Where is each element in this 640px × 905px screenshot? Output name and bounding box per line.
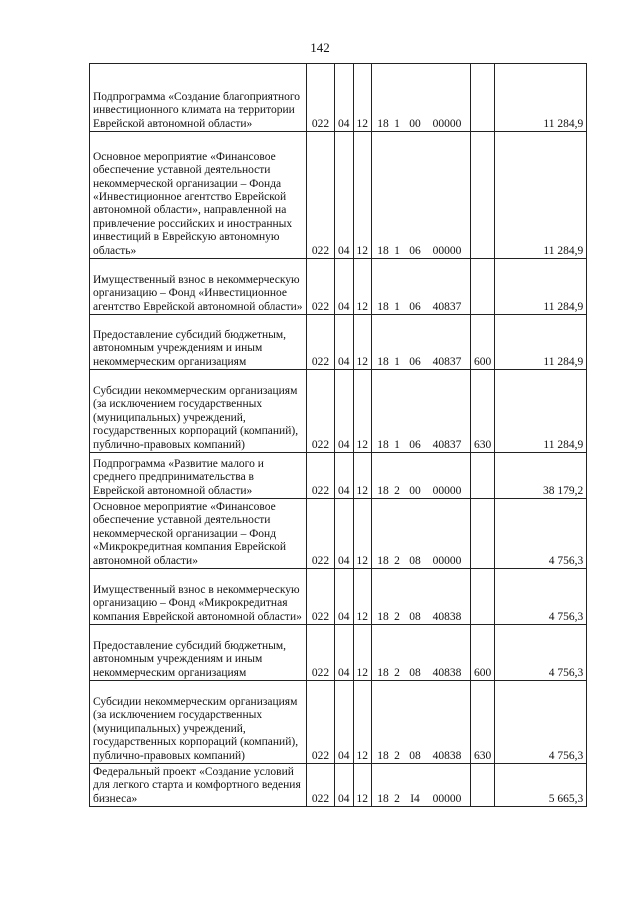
event-code: 00 (409, 484, 421, 497)
subsection-code: 12 (353, 569, 372, 625)
event-code: 06 (409, 244, 421, 257)
section-code: 04 (335, 64, 354, 132)
item-name: Подпрограмма «Развитие малого и среднего предпринимательства в Еврейской автономной области» (90, 453, 307, 499)
table-row (90, 259, 587, 315)
event-code: 06 (409, 355, 421, 368)
table-row (90, 132, 587, 259)
item-name: Федеральный проект «Создание условий для легкого старта и комфортного ведения бизнеса» (90, 764, 307, 807)
item-name: Имущественный взнос в некоммерческую организацию – Фонд «Микрокредитная компания Еврейской автономной области» (90, 569, 307, 625)
amount-value: 11 284,9 (495, 132, 587, 259)
table-row (90, 453, 587, 499)
item-name: Основное мероприятие «Финансовое обеспечение уставной деятельности некоммерческой организации – Фонд «Микрокредитная компания Еврейской автономной области» (90, 499, 307, 569)
section-code: 04 (335, 132, 354, 259)
expense-type-code (471, 453, 495, 499)
amount-value: 5 665,3 (495, 764, 587, 807)
expense-type-code: 630 (471, 370, 495, 453)
section-code: 04 (335, 453, 354, 499)
subsection-code: 12 (353, 499, 372, 569)
direction-code: 00000 (432, 244, 462, 257)
budget-table (89, 63, 587, 807)
item-name: Предоставление субсидий бюджетным, автономным учреждениям и иным некоммерческим организациям (90, 315, 307, 370)
direction-code: 40837 (432, 300, 462, 313)
program-code: 18 (377, 484, 389, 497)
direction-code: 00000 (432, 117, 462, 130)
program-code: 18 (377, 244, 389, 257)
table-row (90, 681, 587, 764)
subsection-code: 12 (353, 681, 372, 764)
event-code: 00 (409, 117, 421, 130)
section-code: 04 (335, 499, 354, 569)
section-code: 04 (335, 625, 354, 681)
item-name: Предоставление субсидий бюджетным, автономным учреждениям и иным некоммерческим организациям (90, 625, 307, 681)
subprogram-code: 2 (394, 792, 400, 805)
subsection-code: 12 (353, 625, 372, 681)
program-code: 18 (377, 438, 389, 451)
target-article-code (372, 625, 471, 681)
subsection-code: 12 (353, 259, 372, 315)
ministry-code: 022 (307, 259, 335, 315)
direction-code: 40837 (432, 438, 462, 451)
expense-type-code (471, 259, 495, 315)
section-code: 04 (335, 315, 354, 370)
event-code: 08 (409, 610, 421, 623)
ministry-code: 022 (307, 499, 335, 569)
table-row (90, 315, 587, 370)
target-article-code (372, 64, 471, 132)
ministry-code: 022 (307, 132, 335, 259)
target-article-code (372, 370, 471, 453)
subsection-code: 12 (353, 64, 372, 132)
expense-type-code: 630 (471, 681, 495, 764)
program-code: 18 (377, 554, 389, 567)
ministry-code: 022 (307, 569, 335, 625)
ministry-code: 022 (307, 370, 335, 453)
subsection-code: 12 (353, 453, 372, 499)
section-code: 04 (335, 370, 354, 453)
target-article-code (372, 764, 471, 807)
item-name: Подпрограмма «Создание благоприятного инвестиционного климата на территории Еврейской автономной области» (90, 64, 307, 132)
direction-code: 40838 (432, 610, 462, 623)
event-code: I4 (410, 792, 420, 805)
subprogram-code: 2 (394, 554, 400, 567)
table-row (90, 64, 587, 132)
event-code: 08 (409, 666, 421, 679)
amount-value: 4 756,3 (495, 499, 587, 569)
target-article-code (372, 569, 471, 625)
subprogram-code: 2 (394, 484, 400, 497)
amount-value: 11 284,9 (495, 259, 587, 315)
amount-value: 11 284,9 (495, 64, 587, 132)
subprogram-code: 2 (394, 666, 400, 679)
expense-type-code: 600 (471, 315, 495, 370)
subprogram-code: 2 (394, 749, 400, 762)
event-code: 08 (409, 749, 421, 762)
program-code: 18 (377, 792, 389, 805)
table-row (90, 625, 587, 681)
page-number: 142 (310, 40, 330, 55)
direction-code: 40837 (432, 355, 462, 368)
amount-value: 11 284,9 (495, 315, 587, 370)
section-code: 04 (335, 259, 354, 315)
event-code: 08 (409, 554, 421, 567)
direction-code: 40838 (432, 749, 462, 762)
amount-value: 38 179,2 (495, 453, 587, 499)
table-row (90, 370, 587, 453)
subprogram-code: 1 (394, 300, 400, 313)
amount-value: 4 756,3 (495, 625, 587, 681)
event-code: 06 (409, 438, 421, 451)
event-code: 06 (409, 300, 421, 313)
target-article-code (372, 453, 471, 499)
table-row (90, 764, 587, 807)
ministry-code: 022 (307, 315, 335, 370)
target-article-code (372, 259, 471, 315)
subprogram-code: 1 (394, 244, 400, 257)
ministry-code: 022 (307, 625, 335, 681)
subprogram-code: 1 (394, 438, 400, 451)
expense-type-code (471, 499, 495, 569)
direction-code: 00000 (432, 554, 462, 567)
ministry-code: 022 (307, 681, 335, 764)
program-code: 18 (377, 666, 389, 679)
direction-code: 00000 (432, 792, 462, 805)
subprogram-code: 1 (394, 355, 400, 368)
section-code: 04 (335, 764, 354, 807)
ministry-code: 022 (307, 453, 335, 499)
target-article-code (372, 681, 471, 764)
subsection-code: 12 (353, 315, 372, 370)
amount-value: 11 284,9 (495, 370, 587, 453)
amount-value: 4 756,3 (495, 681, 587, 764)
expense-type-code (471, 64, 495, 132)
subsection-code: 12 (353, 132, 372, 259)
table-row (90, 569, 587, 625)
item-name: Основное мероприятие «Финансовое обеспечение уставной деятельности некоммерческой организации – Фонда «Инвестиционное агентство Еврейской автономной области», направленной на привлечение российских и иностранных инвестиций в Еврейскую автономную область» (90, 132, 307, 259)
ministry-code: 022 (307, 764, 335, 807)
item-name: Субсидии некоммерческим организациям (за исключением государственных (муниципальных) учреждений, государственных корпораций (компаний), публично-правовых компаний) (90, 681, 307, 764)
target-article-code (372, 132, 471, 259)
item-name: Субсидии некоммерческим организациям (за исключением государственных (муниципальных) учреждений, государственных корпораций (компаний), публично-правовых компаний) (90, 370, 307, 453)
program-code: 18 (377, 355, 389, 368)
subsection-code: 12 (353, 764, 372, 807)
direction-code: 40838 (432, 666, 462, 679)
subprogram-code: 2 (394, 610, 400, 623)
expense-type-code (471, 764, 495, 807)
program-code: 18 (377, 610, 389, 623)
target-article-code (372, 499, 471, 569)
item-name: Имущественный взнос в некоммерческую организацию – Фонд «Инвестиционное агентство Еврейской автономной области» (90, 259, 307, 315)
direction-code: 00000 (432, 484, 462, 497)
program-code: 18 (377, 749, 389, 762)
target-article-code (372, 315, 471, 370)
expense-type-code (471, 569, 495, 625)
expense-type-code (471, 132, 495, 259)
subprogram-code: 1 (394, 117, 400, 130)
section-code: 04 (335, 569, 354, 625)
table-row (90, 499, 587, 569)
program-code: 18 (377, 117, 389, 130)
expense-type-code: 600 (471, 625, 495, 681)
subsection-code: 12 (353, 370, 372, 453)
program-code: 18 (377, 300, 389, 313)
amount-value: 4 756,3 (495, 569, 587, 625)
section-code: 04 (335, 681, 354, 764)
ministry-code: 022 (307, 64, 335, 132)
